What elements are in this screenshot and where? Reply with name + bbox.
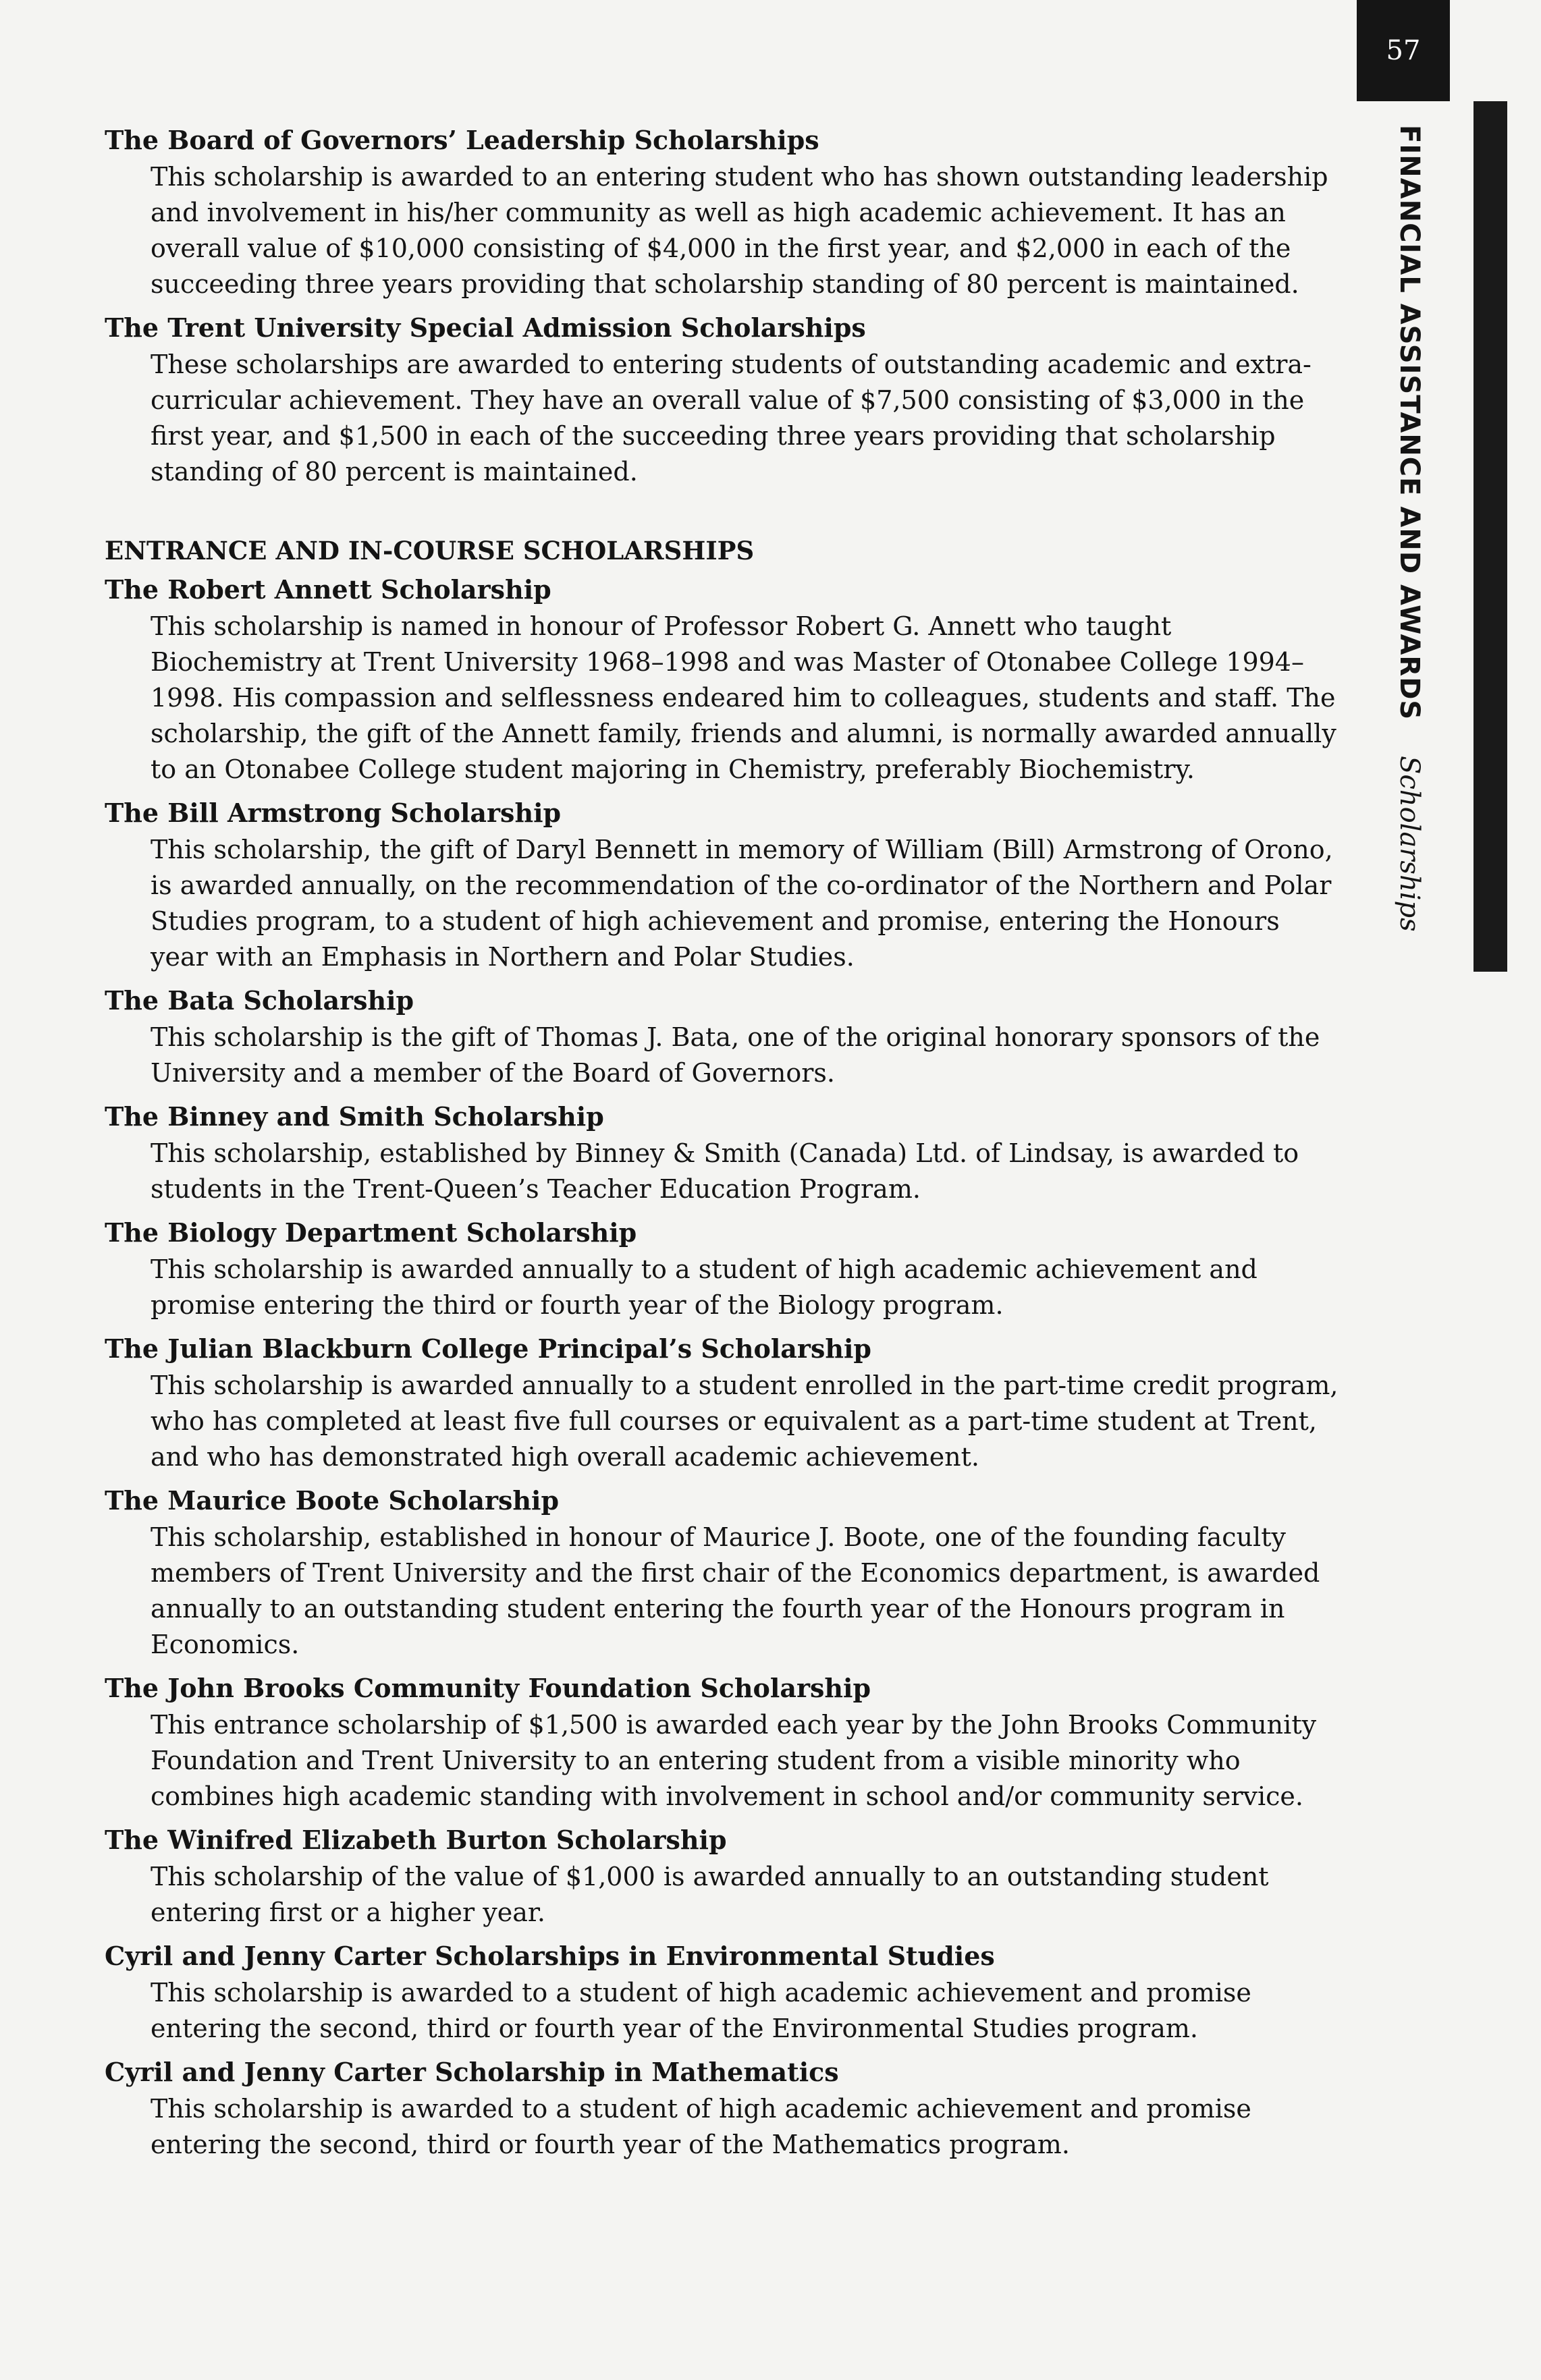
- scholarship-description: This scholarship is named in honour of Professor Robert G. Annett who taught Biochemistry at Trent University 1968–1998 and was Master of Otonabee College 1994–1998. His compassion and selflessness endeared him to colleagues, students and staff. The scholarship, the gift of the Annett family, friends and alumni, is normally awarded annually to an Otonabee College student majoring in Chemistry, preferably Biochemistry.: [151, 611, 1336, 784]
- scholarship-description: This scholarship is awarded to a student of high academic achievement and promise entering the second, third or fourth year of the Environmental Studies program.: [151, 1978, 1251, 2043]
- page-number: 57: [1357, 0, 1450, 101]
- scholarship-description: These scholarships are awarded to entering students of outstanding academic and extra-curricular achievement. They have an overall value of $7,500 consisting of $3,000 in the first year, and $1,500 in each of the succeeding three years providing that scholarship standing of 80 percent is maintained.: [151, 350, 1312, 487]
- scholarship-title: The Winifred Elizabeth Burton Scholarship: [105, 1825, 727, 1855]
- scholarship-title: The Board of Governors’ Leadership Scholarships: [105, 125, 819, 155]
- scholarship-title: The Maurice Boote Scholarship: [105, 1485, 560, 1516]
- page-content: [105, 121, 1340, 2169]
- scholarship-description: This scholarship is awarded annually to a student of high academic achievement and promise entering the third or fourth year of the Biology program.: [151, 1254, 1258, 1320]
- scholarship-description: This scholarship, the gift of Daryl Bennett in memory of William (Bill) Armstrong of Orono, is awarded annually, on the recommendation of the co-ordinator of the Northern and Polar Studies program, to a student of high achievement and promise, entering the Honours year with an Emphasis in Northern and Polar Studies.: [151, 835, 1333, 972]
- scholarship-description: This scholarship is awarded annually to a student enrolled in the part-time credit program, who has completed at least five full courses or equivalent as a part-time student at Trent, and who has demonstrated high overall academic achievement.: [151, 1371, 1339, 1472]
- scholarship-description: This scholarship is awarded to an entering student who has shown outstanding leadership and involvement in his/her community as well as high academic achievement. It has an overall value of $10,000 consisting of $4,000 in the first year, and $2,000 in each of the succeeding three years providing that scholarship standing of 80 percent is maintained.: [151, 162, 1328, 299]
- scholarship-description: This scholarship is awarded to a student of high academic achievement and promise entering the second, third or fourth year of the Mathematics program.: [151, 2094, 1251, 2159]
- scholarship-entry: [105, 2053, 1340, 2163]
- scholarship-title: Cyril and Jenny Carter Scholarship in Mathematics: [105, 2057, 839, 2087]
- scholarship-title: The Bata Scholarship: [105, 985, 414, 1016]
- scholarship-entry: [105, 1937, 1340, 2047]
- section-title: Scholarships: [1394, 756, 1425, 932]
- scholarship-entry: [105, 794, 1340, 975]
- scholarship-entry: [105, 121, 1340, 302]
- scholarship-description: This scholarship of the value of $1,000 is awarded annually to an outstanding student entering first or a higher year.: [151, 1862, 1269, 1927]
- scholarship-title: Cyril and Jenny Carter Scholarships in Environmental Studies: [105, 1941, 995, 1971]
- side-running-title: [1394, 125, 1425, 932]
- scholarship-title: The Trent University Special Admission Scholarships: [105, 312, 866, 343]
- scholarship-entry: [105, 1482, 1340, 1663]
- scholarship-description: This scholarship, established by Binney & Smith (Canada) Ltd. of Lindsay, is awarded to students in the Trent-Queen’s Teacher Education Program.: [151, 1138, 1299, 1204]
- scholarship-entry: [105, 1669, 1340, 1815]
- chapter-title: FINANCIAL ASSISTANCE AND AWARDS: [1394, 125, 1425, 721]
- scholarship-title: The Binney and Smith Scholarship: [105, 1101, 604, 1132]
- scholarship-entry: [105, 309, 1340, 490]
- scholarship-title: The Robert Annett Scholarship: [105, 574, 551, 605]
- scholarship-entry: [105, 1330, 1340, 1475]
- scholarship-description: This scholarship is the gift of Thomas J. Bata, one of the original honorary sponsors of the University and a member of the Board of Governors.: [151, 1022, 1320, 1088]
- scholarship-entry: [105, 1821, 1340, 1931]
- scholarship-title: The Julian Blackburn College Principal’s Scholarship: [105, 1333, 871, 1364]
- scholarship-description: This entrance scholarship of $1,500 is awarded each year by the John Brooks Community Foundation and Trent University to an entering student from a visible minority who combines high academic standing with involvement in school and/or community service.: [151, 1710, 1317, 1811]
- scholarship-entry: [105, 571, 1340, 787]
- scholarship-title: The Bill Armstrong Scholarship: [105, 798, 562, 828]
- scholarship-description: This scholarship, established in honour of Maurice J. Boote, one of the founding faculty members of Trent University and the first chair of the Economics department, is awarded annually to an outstanding student entering the fourth year of the Honours program in Economics.: [151, 1522, 1320, 1659]
- scholarship-entry: [105, 1214, 1340, 1323]
- scholarship-entry: [105, 982, 1340, 1091]
- scholarship-title: The Biology Department Scholarship: [105, 1217, 637, 1248]
- scholarship-title: The John Brooks Community Foundation Scholarship: [105, 1673, 871, 1703]
- side-tab-bar: [1474, 101, 1507, 972]
- section-heading: ENTRANCE AND IN-COURSE SCHOLARSHIPS: [105, 536, 755, 565]
- scholarship-entry: [105, 1098, 1340, 1207]
